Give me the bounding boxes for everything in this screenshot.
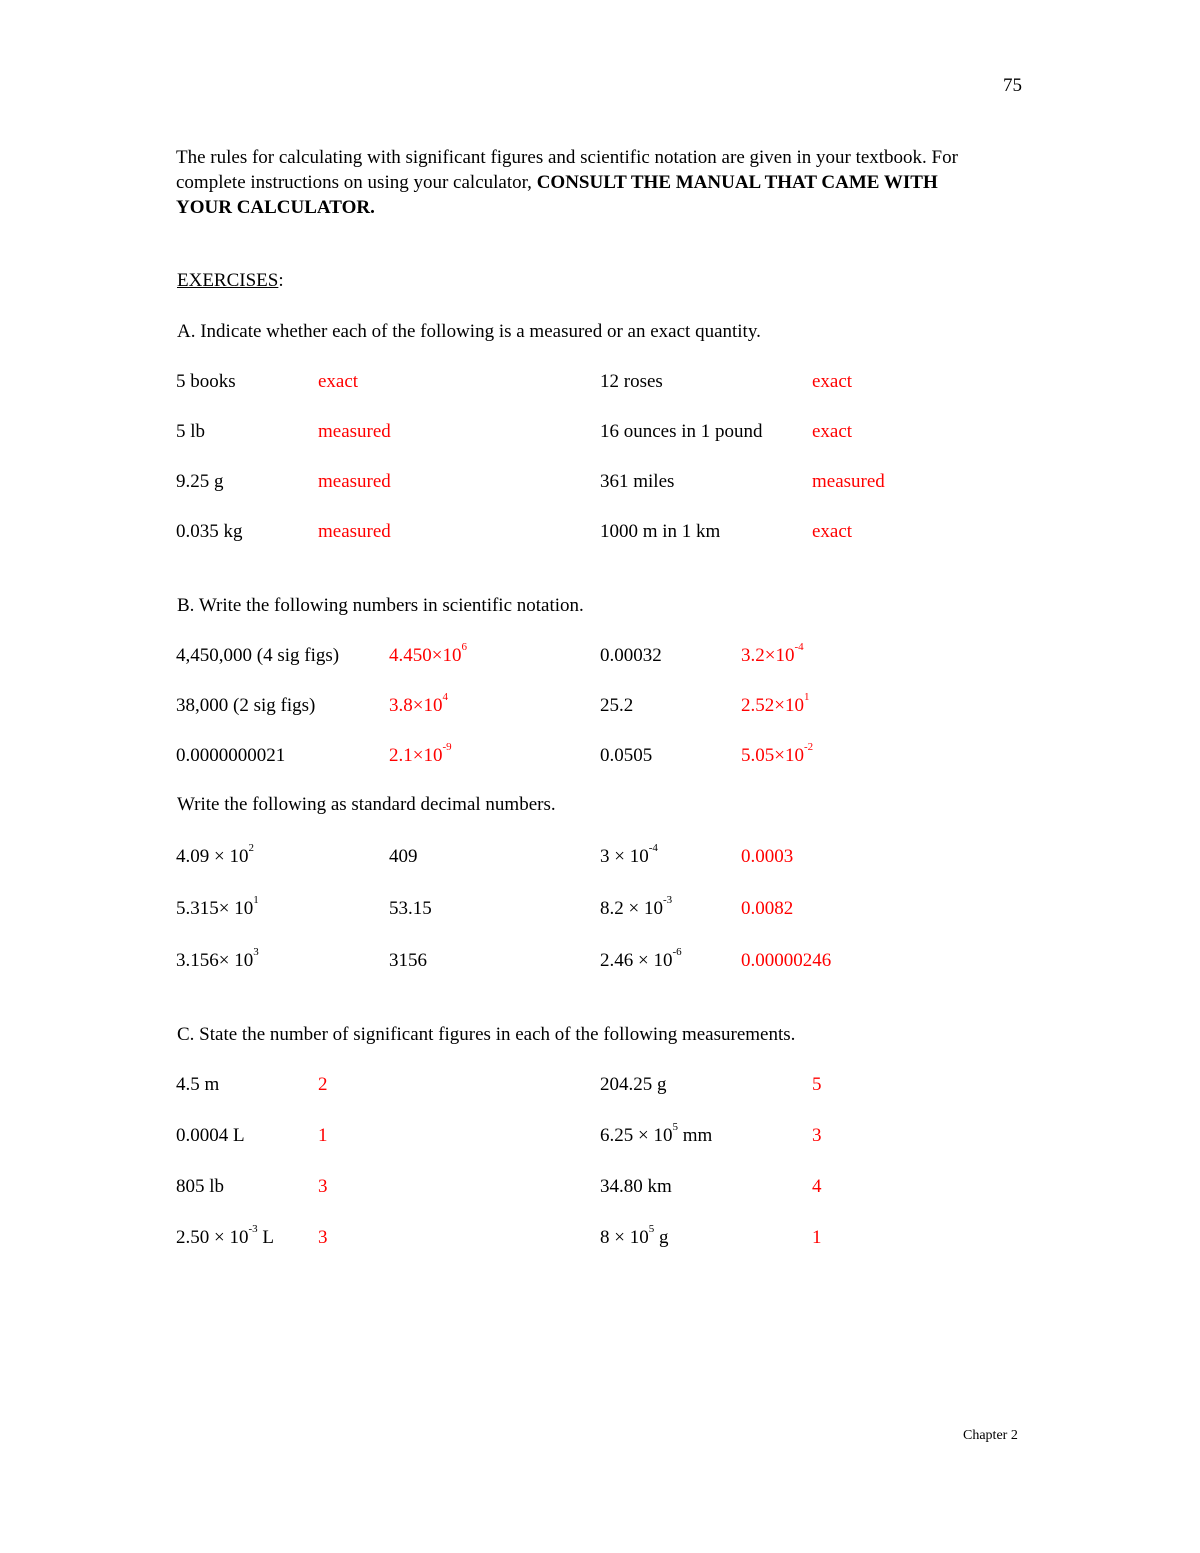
intro-bold-text: CONSULT THE MANUAL THAT CAME WITH YOUR CALCULATOR. xyxy=(176,172,938,218)
section-a-prompt: A. Indicate whether each of the following is a measured or an exact quantity. xyxy=(177,321,761,342)
item-exponent: 2 xyxy=(248,842,254,854)
answer-base: 3.2×10 xyxy=(741,645,795,666)
section-c-prompt: C. State the number of significant figures in each of the following measurements. xyxy=(177,1024,796,1045)
answer xyxy=(389,741,452,766)
item-base: 0.0004 L xyxy=(176,1125,245,1146)
answer: 0.0082 xyxy=(741,898,794,919)
section-b-prompt: B. Write the following numbers in scientific notation. xyxy=(177,595,584,616)
item-number xyxy=(600,946,682,971)
item-exponent: -3 xyxy=(662,894,673,906)
item-measurement xyxy=(600,1121,713,1146)
item-quantity: 5 books xyxy=(176,371,236,392)
item-exponent: 5 xyxy=(648,1223,655,1235)
answer xyxy=(389,691,448,716)
item-exponent: -6 xyxy=(672,946,682,958)
item-measurement xyxy=(176,1126,245,1145)
answer-base: 2.52×10 xyxy=(741,695,804,716)
answer: 1 xyxy=(318,1125,328,1146)
answer-exponent: -9 xyxy=(442,741,452,753)
exercises-heading xyxy=(177,271,284,290)
item-number xyxy=(600,842,658,867)
answer: 3 xyxy=(318,1227,328,1248)
item-number: 0.0505 xyxy=(600,745,653,766)
answer: 4 xyxy=(812,1176,822,1197)
answer: 409 xyxy=(389,846,418,867)
item-base: 3 × 10 xyxy=(600,846,649,867)
page-number: 75 xyxy=(1003,75,1022,96)
item-measurement xyxy=(176,1223,274,1248)
item-unit: L xyxy=(257,1227,274,1248)
answer: 3156 xyxy=(389,950,427,971)
answer-base: 5.05×10 xyxy=(741,745,804,766)
intro-paragraph xyxy=(176,145,996,220)
item-unit: g xyxy=(654,1227,669,1248)
item-base: 4.5 m xyxy=(176,1074,220,1095)
item-exponent: 5 xyxy=(672,1121,678,1133)
item-number: 0.00032 xyxy=(600,645,662,666)
answer-exponent: 1 xyxy=(803,691,810,703)
item-exponent: -4 xyxy=(648,842,658,854)
item-number: 25.2 xyxy=(600,695,634,716)
answer: 2 xyxy=(318,1074,328,1095)
answer-base: 3.8×10 xyxy=(389,695,443,716)
item-number: 38,000 (2 sig figs) xyxy=(176,695,316,716)
answer: exact xyxy=(318,371,359,392)
item-measurement xyxy=(176,1075,219,1094)
item-number: 4,450,000 (4 sig figs) xyxy=(176,645,340,666)
answer: measured xyxy=(318,471,391,492)
answer-base: 2.1×10 xyxy=(389,745,443,766)
item-measurement xyxy=(600,1223,669,1248)
item-number: 0.0000000021 xyxy=(176,745,286,766)
answer: 0.00000246 xyxy=(741,950,832,971)
answer: 3 xyxy=(318,1176,328,1197)
answer: 3 xyxy=(812,1125,822,1146)
decimal-prompt: Write the following as standard decimal numbers. xyxy=(177,794,556,815)
item-exponent: -3 xyxy=(248,1223,258,1235)
item-unit: mm xyxy=(677,1125,713,1146)
item-number xyxy=(176,842,254,867)
answer xyxy=(389,641,467,666)
item-base: 8 × 10 xyxy=(600,1227,649,1248)
exercises-heading-colon: : xyxy=(278,270,284,291)
item-base: 4.09 × 10 xyxy=(176,846,249,867)
intro-text: The rules for calculating with significant figures and scientific notation are given in your textbook. For complete instructions on using your calculator, xyxy=(176,147,958,193)
item-quantity: 1000 m in 1 km xyxy=(600,521,721,542)
item-base: 3.156× 10 xyxy=(176,950,254,971)
item-quantity: 361 miles xyxy=(600,471,675,492)
answer-exponent: -4 xyxy=(794,641,804,653)
item-number xyxy=(600,894,673,919)
answer xyxy=(741,691,810,716)
answer: exact xyxy=(812,521,853,542)
answer: measured xyxy=(812,471,885,492)
item-base: 2.50 × 10 xyxy=(176,1227,249,1248)
item-quantity: 0.035 kg xyxy=(176,521,243,542)
answer: exact xyxy=(812,421,853,442)
item-measurement xyxy=(176,1177,224,1196)
item-base: 5.315× 10 xyxy=(176,898,254,919)
answer xyxy=(741,741,814,766)
item-quantity: 9.25 g xyxy=(176,471,224,492)
answer: 1 xyxy=(812,1227,822,1248)
item-quantity: 5 lb xyxy=(176,421,206,442)
item-base: 805 lb xyxy=(176,1176,225,1197)
item-quantity: 12 roses xyxy=(600,371,663,392)
answer-exponent: 4 xyxy=(442,691,448,703)
item-base: 2.46 × 10 xyxy=(600,950,673,971)
item-measurement xyxy=(600,1075,667,1094)
item-base: 8.2 × 10 xyxy=(600,898,663,919)
item-measurement xyxy=(600,1177,672,1196)
item-number xyxy=(176,946,259,971)
answer: 0.0003 xyxy=(741,846,794,867)
item-base: 6.25 × 10 xyxy=(600,1125,673,1146)
item-exponent: 1 xyxy=(253,894,259,906)
item-quantity: 16 ounces in 1 pound xyxy=(600,421,763,442)
answer-exponent: -2 xyxy=(803,741,814,753)
answer-exponent: 6 xyxy=(461,641,467,653)
footer-chapter: Chapter 2 xyxy=(963,1428,1018,1443)
exercises-heading-label: EXERCISES xyxy=(177,270,279,291)
answer-base: 4.450×10 xyxy=(389,645,462,666)
answer: 5 xyxy=(812,1074,822,1095)
answer: measured xyxy=(318,421,391,442)
item-exponent: 3 xyxy=(253,946,259,958)
item-base: 204.25 g xyxy=(600,1074,667,1095)
answer xyxy=(741,641,804,666)
item-number xyxy=(176,894,259,919)
answer: 53.15 xyxy=(389,898,432,919)
answer: measured xyxy=(318,521,391,542)
item-base: 34.80 km xyxy=(600,1176,672,1197)
answer: exact xyxy=(812,371,853,392)
